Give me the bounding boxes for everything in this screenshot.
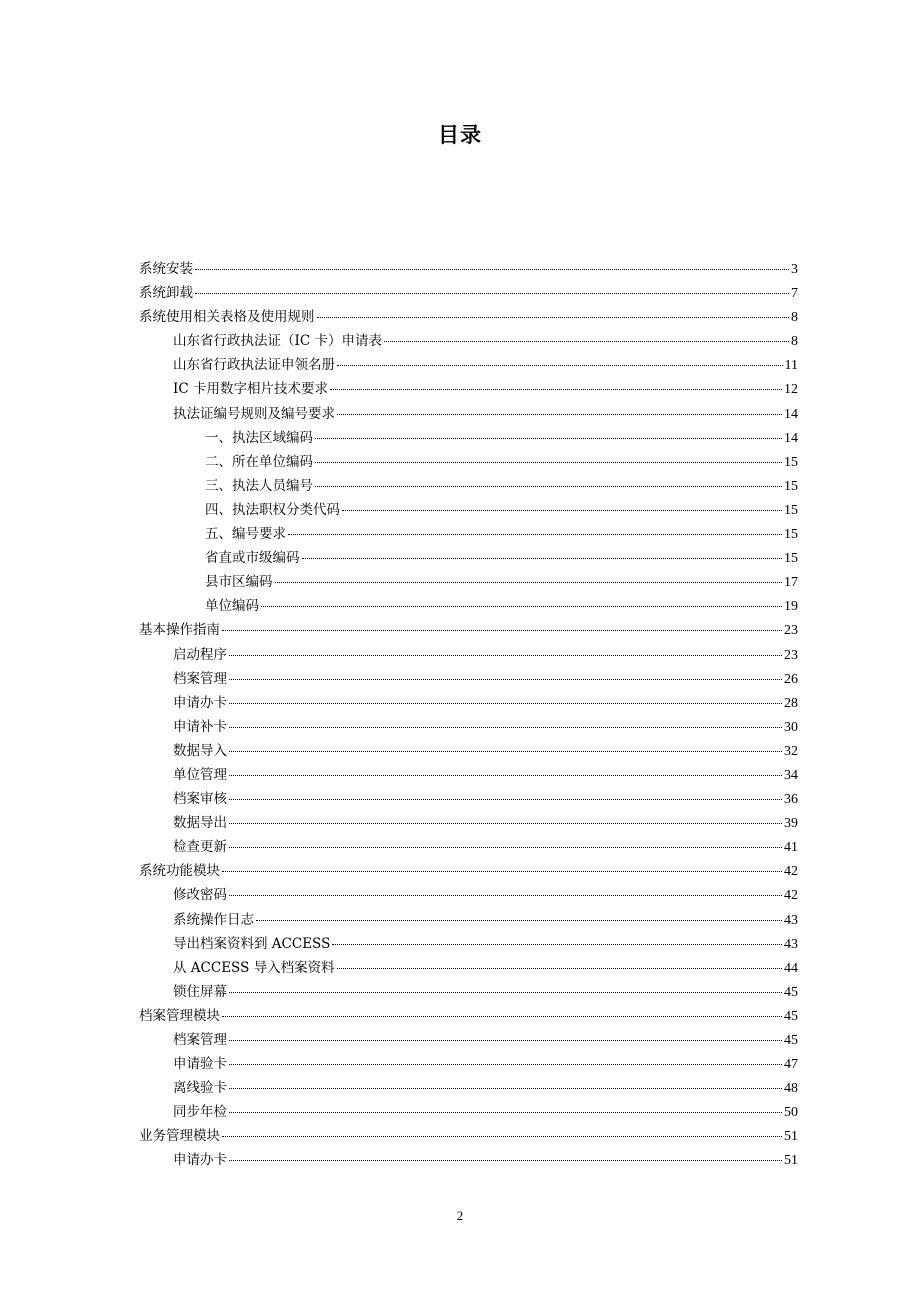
toc-entry-21[interactable]	[139, 739, 798, 763]
toc-entry-page-number: 51	[784, 1129, 798, 1145]
toc-entry-page-number: 50	[784, 1105, 798, 1121]
toc-dot-leader	[332, 943, 782, 945]
toc-entry-label: 系统功能模块	[139, 863, 220, 880]
toc-entry-label: IC 卡用数字相片技术要求	[173, 381, 328, 398]
toc-entry-page-number: 42	[784, 888, 798, 904]
toc-dot-leader	[384, 340, 789, 342]
toc-entry-label: 四、执法职权分类代码	[205, 501, 340, 518]
toc-entry-label: 业务管理模块	[139, 1128, 220, 1145]
toc-entry-26[interactable]	[139, 859, 798, 883]
toc-entry-page-number: 34	[784, 767, 798, 783]
toc-dot-leader	[288, 533, 782, 535]
toc-entry-14[interactable]	[139, 570, 798, 594]
toc-dot-leader	[315, 485, 782, 487]
toc-entry-6[interactable]	[139, 377, 798, 401]
toc-entry-label: 修改密码	[173, 887, 227, 904]
toc-entry-11[interactable]	[139, 498, 798, 522]
toc-entry-page-number: 17	[784, 575, 798, 591]
toc-entry-label: 系统操作日志	[173, 911, 254, 928]
toc-entry-page-number: 39	[784, 816, 798, 832]
toc-entry-page-number: 45	[784, 1033, 798, 1048]
toc-entry-29[interactable]	[139, 932, 798, 956]
toc-dot-leader	[229, 678, 782, 680]
toc-entry-24[interactable]	[139, 811, 798, 835]
toc-entry-16[interactable]	[139, 618, 798, 642]
toc-entry-label: 申请验卡	[173, 1056, 227, 1073]
toc-entry-13[interactable]	[139, 546, 798, 570]
toc-entry-page-number: 26	[784, 671, 798, 687]
toc-dot-leader	[195, 292, 789, 294]
toc-entry-label: 一、执法区域编码	[205, 429, 313, 446]
toc-entry-label: 山东省行政执法证申领名册	[173, 357, 335, 374]
toc-entry-page-number: 19	[784, 599, 798, 615]
toc-entry-25[interactable]	[139, 835, 798, 859]
toc-entry-34[interactable]	[139, 1052, 798, 1076]
toc-entry-33[interactable]	[139, 1028, 798, 1052]
toc-entry-label: 三、执法人员编号	[205, 477, 313, 494]
toc-entry-label: 申请办卡	[173, 1152, 227, 1169]
toc-entry-label: 单位管理	[173, 766, 227, 783]
toc-entry-23[interactable]	[139, 787, 798, 811]
toc-entry-page-number: 43	[784, 912, 798, 928]
toc-entry-28[interactable]	[139, 908, 798, 932]
toc-entry-label: 导出档案资料到 ACCESS	[173, 935, 331, 952]
toc-entry-27[interactable]	[139, 883, 798, 907]
toc-dot-leader	[337, 413, 782, 415]
toc-dot-leader	[317, 316, 790, 318]
toc-entry-page-number: 44	[784, 960, 798, 976]
toc-entry-37[interactable]	[139, 1124, 798, 1148]
toc-entry-page-number: 15	[784, 502, 798, 518]
toc-entry-page-number: 12	[784, 382, 798, 398]
toc-dot-leader	[229, 1039, 782, 1041]
toc-entry-8[interactable]	[139, 426, 798, 450]
toc-entry-32[interactable]	[139, 1004, 798, 1028]
page-title: 目录	[438, 123, 482, 147]
toc-entry-page-number: 48	[784, 1081, 798, 1097]
toc-entry-label: 档案管理	[173, 1032, 227, 1048]
toc-dot-leader	[222, 1015, 782, 1017]
toc-entry-label: 申请办卡	[173, 694, 227, 711]
toc-entry-label: 单位编码	[205, 598, 259, 615]
toc-dot-leader	[229, 1087, 782, 1089]
toc-entry-label: 档案管理	[173, 670, 227, 687]
toc-entry-label: 从 ACCESS 导入档案资料	[173, 959, 335, 976]
toc-entry-page-number: 15	[784, 478, 798, 494]
toc-dot-leader	[222, 1135, 782, 1137]
toc-entry-page-number: 41	[784, 840, 798, 856]
toc-entry-38[interactable]	[139, 1148, 798, 1172]
toc-entry-20[interactable]	[139, 715, 798, 739]
toc-dot-leader	[337, 967, 782, 969]
toc-entry-15[interactable]	[139, 594, 798, 618]
toc-entry-label: 档案审核	[173, 791, 227, 808]
toc-entry-12[interactable]	[139, 522, 798, 546]
toc-dot-leader	[275, 581, 783, 583]
table-of-contents	[139, 257, 798, 1173]
toc-dot-leader	[229, 750, 782, 752]
toc-entry-page-number: 51	[784, 1153, 798, 1169]
toc-entry-label: 五、编号要求	[205, 526, 286, 543]
toc-dot-leader	[229, 822, 782, 824]
toc-dot-leader	[315, 437, 782, 439]
toc-entry-1[interactable]	[139, 257, 798, 281]
toc-entry-3[interactable]	[139, 305, 798, 329]
toc-dot-leader	[229, 991, 782, 993]
toc-entry-page-number: 15	[784, 527, 798, 543]
toc-entry-page-number: 47	[784, 1057, 798, 1073]
toc-entry-30[interactable]	[139, 956, 798, 980]
toc-dot-leader	[337, 364, 783, 366]
toc-dot-leader	[229, 702, 782, 704]
toc-dot-leader	[229, 1063, 782, 1065]
toc-entry-page-number: 7	[791, 286, 798, 302]
toc-entry-label: 数据导出	[173, 815, 227, 832]
toc-entry-label: 山东省行政执法证（IC 卡）申请表	[173, 333, 382, 350]
toc-entry-2[interactable]	[139, 281, 798, 305]
toc-dot-leader	[229, 726, 782, 728]
toc-dot-leader	[302, 557, 783, 559]
page-number: 2	[456, 1208, 464, 1223]
toc-entry-label: 执法证编号规则及编号要求	[173, 405, 335, 422]
toc-entry-page-number: 8	[791, 310, 798, 326]
toc-dot-leader	[342, 509, 782, 511]
toc-dot-leader	[229, 654, 782, 656]
toc-entry-page-number: 15	[784, 454, 798, 470]
toc-dot-leader	[256, 919, 782, 921]
toc-dot-leader	[229, 798, 782, 800]
toc-entry-page-number: 14	[784, 406, 798, 422]
toc-dot-leader	[222, 870, 782, 872]
toc-entry-label: 离线验卡	[173, 1080, 227, 1097]
toc-entry-page-number: 23	[784, 623, 798, 639]
toc-entry-label: 县市区编码	[205, 574, 273, 591]
toc-entry-5[interactable]	[139, 353, 798, 377]
toc-entry-label: 数据导入	[173, 742, 227, 759]
toc-dot-leader	[229, 774, 782, 776]
toc-entry-label: 检查更新	[173, 839, 227, 856]
toc-dot-leader	[229, 1159, 782, 1161]
toc-entry-label: 系统卸载	[139, 285, 193, 302]
toc-dot-leader	[330, 388, 782, 390]
toc-entry-page-number: 8	[791, 334, 798, 350]
toc-entry-label: 同步年检	[173, 1104, 227, 1121]
toc-dot-leader	[195, 268, 789, 270]
toc-entry-page-number: 43	[784, 936, 798, 952]
toc-dot-leader	[229, 846, 782, 848]
toc-entry-page-number: 15	[784, 551, 798, 567]
toc-entry-label: 省直或市级编码	[205, 550, 300, 567]
toc-entry-9[interactable]	[139, 450, 798, 474]
toc-entry-page-number: 23	[784, 647, 798, 663]
toc-entry-label: 系统使用相关表格及使用规则	[139, 309, 315, 326]
toc-entry-label: 启动程序	[173, 646, 227, 663]
toc-entry-page-number: 32	[784, 743, 798, 759]
toc-entry-page-number: 36	[784, 792, 798, 808]
toc-entry-label: 档案管理模块	[139, 1007, 220, 1024]
toc-dot-leader	[315, 461, 782, 463]
toc-entry-page-number: 45	[784, 1008, 798, 1024]
toc-entry-label: 基本操作指南	[139, 622, 220, 639]
toc-dot-leader	[229, 894, 782, 896]
toc-entry-4[interactable]	[139, 329, 798, 353]
toc-entry-label: 锁住屏幕	[173, 983, 227, 1000]
toc-entry-19[interactable]	[139, 691, 798, 715]
toc-entry-label: 申请补卡	[173, 718, 227, 735]
toc-entry-page-number: 14	[784, 430, 798, 446]
toc-entry-36[interactable]	[139, 1100, 798, 1124]
toc-dot-leader	[222, 629, 782, 631]
toc-entry-page-number: 11	[784, 358, 798, 374]
toc-entry-31[interactable]	[139, 980, 798, 1004]
toc-entry-page-number: 3	[791, 262, 798, 277]
toc-entry-page-number: 45	[784, 984, 798, 1000]
toc-dot-leader	[229, 1111, 782, 1113]
toc-entry-35[interactable]	[139, 1076, 798, 1100]
toc-entry-page-number: 28	[784, 695, 798, 711]
toc-dot-leader	[261, 605, 782, 607]
toc-entry-18[interactable]	[139, 667, 798, 691]
toc-entry-label: 系统安装	[139, 261, 193, 277]
toc-entry-10[interactable]	[139, 474, 798, 498]
toc-entry-label: 二、所在单位编码	[205, 453, 313, 470]
toc-entry-17[interactable]	[139, 643, 798, 667]
toc-entry-22[interactable]	[139, 763, 798, 787]
toc-entry-7[interactable]	[139, 402, 798, 426]
toc-entry-page-number: 30	[784, 719, 798, 735]
toc-entry-page-number: 42	[784, 864, 798, 880]
